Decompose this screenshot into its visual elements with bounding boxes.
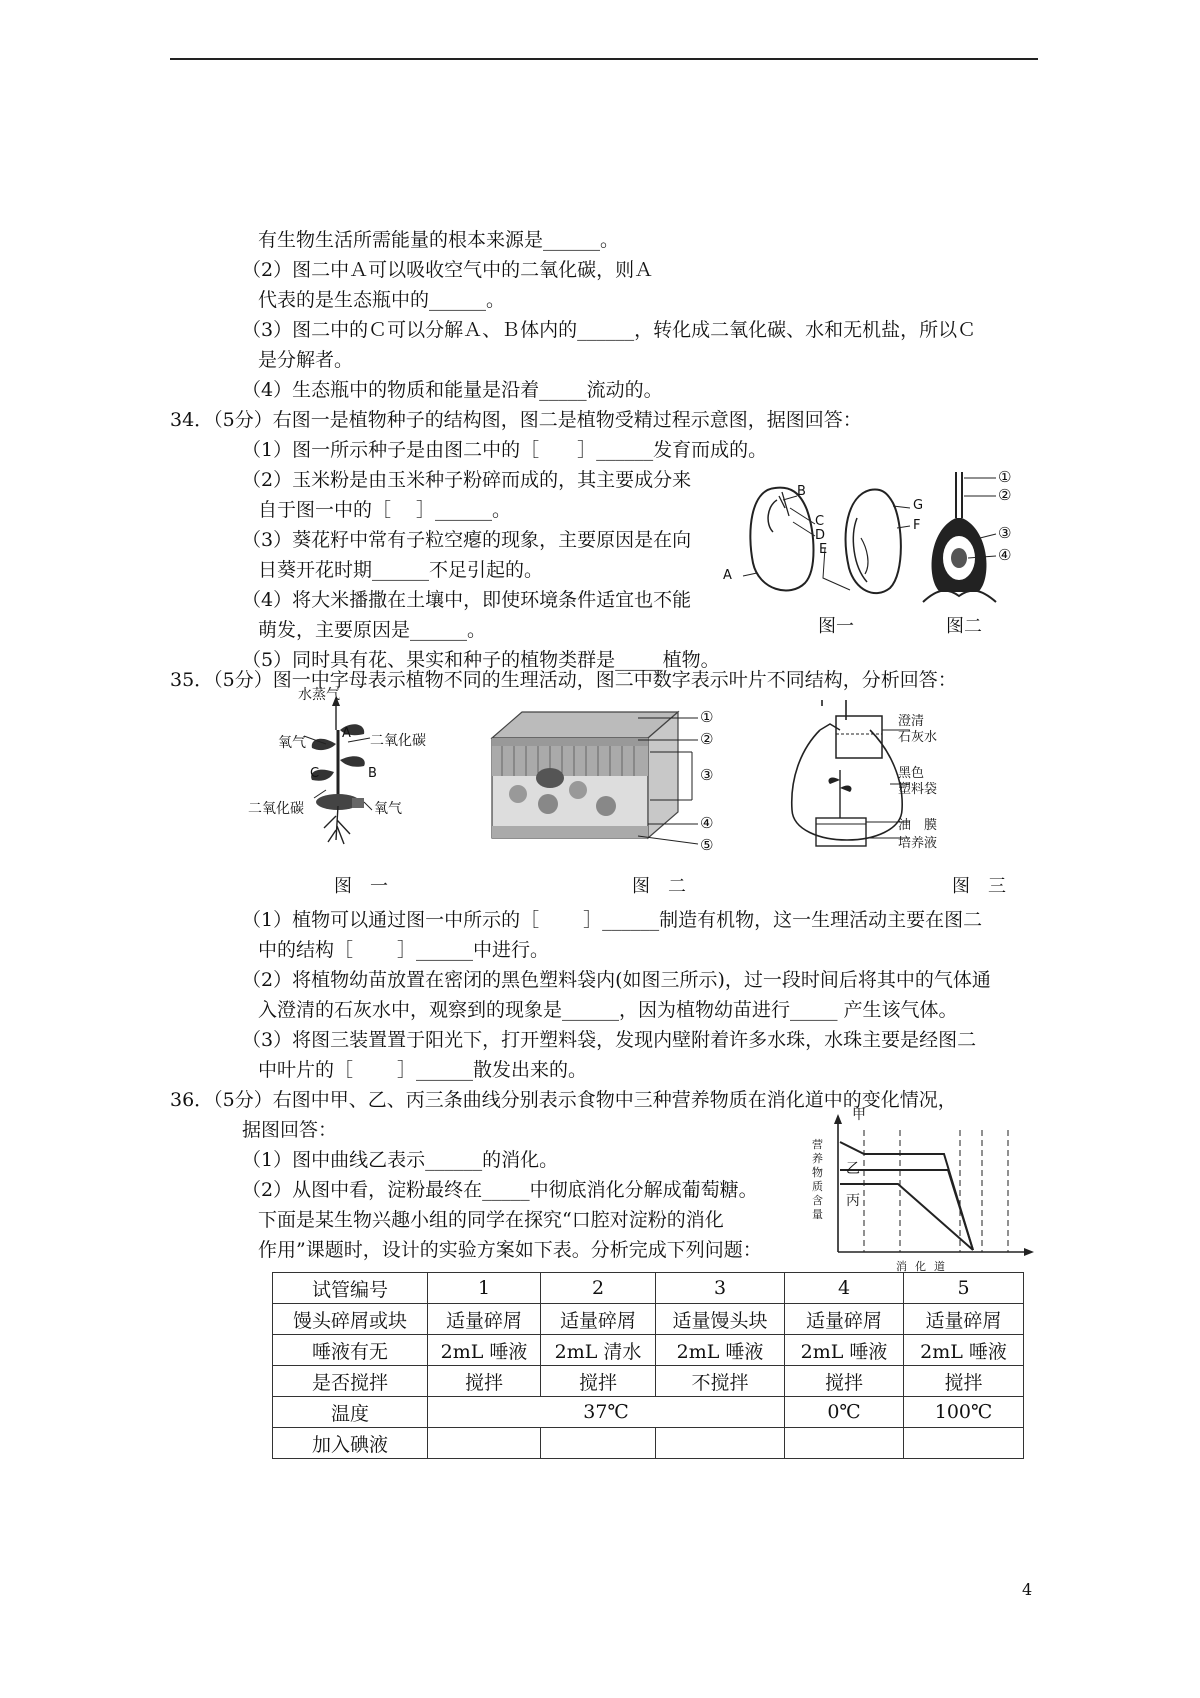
q36-sub-1: （1）图中曲线乙表示______的消化。 — [242, 1149, 559, 1171]
chart-series-bing: 丙 — [846, 1193, 860, 1209]
table-cell: 100℃ — [904, 1397, 1024, 1428]
q34-sub-4b: 萌发，主要原因是______。 — [258, 619, 487, 641]
seed-label-b: B — [797, 484, 806, 499]
q34-sub-3a: （3）葵花籽中常有子粒空瘪的现象，主要原因是在向 — [242, 529, 692, 551]
table-cell: 搅拌 — [541, 1366, 656, 1397]
leaf-label-5: ⑤ — [700, 836, 714, 854]
q35-sub-2a: （2）将植物幼苗放置在密闭的黑色塑料袋内(如图三所示)，过一段时间后将其中的气体通 — [242, 969, 991, 991]
table-cell: 搅拌 — [904, 1366, 1024, 1397]
q34-sub-2a: （2）玉米粉是由玉米种子粉碎而成的，其主要成分来 — [242, 469, 692, 491]
table-cell: 不搅拌 — [656, 1366, 785, 1397]
apparatus-label-bag: 塑料袋 — [898, 782, 938, 797]
plant-activity-figure — [240, 687, 460, 850]
plant-label-c: C — [310, 766, 320, 781]
table-row — [273, 1366, 1024, 1397]
table-cell: 适量碎屑 — [785, 1304, 904, 1335]
apparatus-label-clear: 澄清 — [898, 714, 925, 729]
q33-line-6: （4）生态瓶中的物质和能量是沿着_____流动的。 — [242, 379, 663, 401]
table-row — [273, 1397, 1024, 1428]
apparatus-label-oil: 油 膜 — [898, 818, 938, 833]
chart-xlabel: 消化道 — [896, 1260, 953, 1273]
table-cell — [656, 1428, 785, 1459]
seed-label-f: F — [913, 518, 921, 533]
leaf-label-4: ④ — [700, 814, 714, 832]
ovary-label-2: ② — [998, 486, 1012, 504]
q36-sub-3: 下面是某生物兴趣小组的同学在探究“口腔对淀粉的消化 — [258, 1209, 724, 1231]
table-cell: 2mL 唾液 — [785, 1335, 904, 1366]
q36-sub-4: 作用”课题时，设计的实验方案如下表。分析完成下列问题： — [258, 1239, 762, 1261]
q34-caption-1: 图一 — [818, 616, 854, 637]
q34-sub-2b: 自于图一中的［ ］______。 — [258, 499, 512, 521]
q34-sub-3b: 日葵开花时期______不足引起的。 — [258, 559, 544, 581]
table-cell: 唾液有无 — [273, 1335, 428, 1366]
page-number: 4 — [1022, 1580, 1033, 1599]
ovary-label-1: ① — [998, 468, 1012, 486]
table-cell: 温度 — [273, 1397, 428, 1428]
ovary-label-3: ③ — [998, 524, 1012, 542]
seed-label-g: G — [913, 498, 924, 513]
chart-series-yi: 乙 — [846, 1161, 860, 1177]
q35-caption-3: 图 三 — [952, 876, 1006, 897]
digestion-chart — [808, 1107, 1034, 1273]
table-cell — [785, 1428, 904, 1459]
table-cell: 2mL 唾液 — [656, 1335, 785, 1366]
apparatus-label-black: 黑色 — [898, 766, 925, 781]
q35-sub-1b: 中的结构［ ］______中进行。 — [258, 939, 550, 961]
table-cell: 馒头碎屑或块 — [273, 1304, 428, 1335]
ovary-label-4: ④ — [998, 546, 1012, 564]
fertilization-figure — [918, 468, 1012, 610]
q35-sub-3a: （3）将图三装置置于阳光下，打开塑料袋，发现内壁附着许多水珠，水珠主要是经图二 — [242, 1029, 977, 1051]
table-cell: 5 — [904, 1273, 1024, 1304]
table-cell — [428, 1428, 541, 1459]
leaf-label-1: ① — [700, 708, 714, 726]
q34-sub-4a: （4）将大米播撒在土壤中，即使环境条件适宜也不能 — [242, 589, 692, 611]
table-cell: 37℃ — [428, 1397, 785, 1428]
q35-sub-2b: 入澄清的石灰水中，观察到的现象是______，因为植物幼苗进行_____ 产生该气体。 — [258, 999, 958, 1021]
table-cell — [904, 1428, 1024, 1459]
q34-sub-5: （5）同时具有花、果实和种子的植物类群是_____植物。 — [242, 649, 720, 671]
plant-label-vapor: 水蒸气 — [298, 687, 340, 703]
seed-label-e: E — [819, 542, 828, 557]
q35-sub-3b: 中叶片的［ ］______散发出来的。 — [258, 1059, 588, 1081]
table-cell: 0℃ — [785, 1397, 904, 1428]
q34-heading: 34．（5分）右图一是植物种子的结构图，图二是植物受精过程示意图，据图回答： — [170, 409, 862, 431]
seed-label-d: D — [815, 528, 826, 543]
table-cell: 搅拌 — [428, 1366, 541, 1397]
seed-structure-figure — [723, 478, 935, 608]
table-cell: 是否搅拌 — [273, 1366, 428, 1397]
table-row — [273, 1335, 1024, 1366]
apparatus-label-culture: 培养液 — [898, 836, 938, 851]
table-cell: 适量碎屑 — [541, 1304, 656, 1335]
leaf-section-figure — [488, 708, 728, 854]
table-cell: 试管编号 — [273, 1273, 428, 1304]
table-cell: 4 — [785, 1273, 904, 1304]
seed-label-a: A — [723, 568, 732, 583]
seed-label-c: C — [815, 514, 825, 529]
q33-line-1: 有生物生活所需能量的根本来源是______。 — [258, 229, 620, 251]
chart-ylabel: 营养物质含量 — [812, 1138, 823, 1221]
table-cell: 搅拌 — [785, 1366, 904, 1397]
table-cell: 2mL 清水 — [541, 1335, 656, 1366]
header-rule — [170, 58, 1038, 60]
table-row — [273, 1428, 1024, 1459]
q35-caption-2: 图 二 — [632, 876, 686, 897]
q36-heading-2: 据图回答： — [242, 1119, 338, 1141]
chart-series-jia: 甲 — [852, 1107, 866, 1123]
table-cell: 1 — [428, 1273, 541, 1304]
q33-line-5: 是分解者。 — [258, 349, 354, 371]
table-cell: 适量碎屑 — [904, 1304, 1024, 1335]
leaf-label-2: ② — [700, 730, 714, 748]
q36-heading: 36．（5分）右图中甲、乙、丙三条曲线分别表示食物中三种营养物质在消化道中的变化情况， — [170, 1089, 957, 1111]
table-row — [273, 1304, 1024, 1335]
plant-label-o2-left: 氧气 — [278, 735, 306, 751]
table-cell: 适量馒头块 — [656, 1304, 785, 1335]
table-cell: 2mL 唾液 — [428, 1335, 541, 1366]
table-cell: 适量碎屑 — [428, 1304, 541, 1335]
apparatus-figure — [780, 700, 970, 870]
plant-label-co2-right: 二氧化碳 — [370, 733, 426, 749]
q33-line-3: 代表的是生态瓶中的______。 — [258, 289, 506, 311]
table-cell: 加入碘液 — [273, 1428, 428, 1459]
q33-line-4: （3）图二中的Ｃ可以分解Ａ、Ｂ体内的______，转化成二氧化碳、水和无机盐，所以Ｃ — [242, 319, 977, 341]
table-cell: 2 — [541, 1273, 656, 1304]
table-row — [273, 1273, 1024, 1304]
q35-heading: 35．（5分）图一中字母表示植物不同的生理活动，图二中数字表示叶片不同结构，分析回答： — [170, 669, 957, 691]
plant-label-co2-left: 二氧化碳 — [248, 801, 304, 817]
q35-caption-1: 图 一 — [334, 876, 388, 897]
q33-line-2: （2）图二中Ａ可以吸收空气中的二氧化碳，则Ａ — [242, 259, 654, 281]
q34-sub-1: （1）图一所示种子是由图二中的［ ］______发育而成的。 — [242, 439, 768, 461]
table-cell: 2mL 唾液 — [904, 1335, 1024, 1366]
apparatus-label-limewater: 石灰水 — [898, 730, 938, 745]
plant-label-b: B — [368, 766, 377, 781]
plant-label-a: A — [342, 726, 351, 741]
q34-caption-2: 图二 — [946, 616, 982, 637]
table-cell — [541, 1428, 656, 1459]
table-cell: 3 — [656, 1273, 785, 1304]
plant-label-o2-right: 氧气 — [374, 801, 402, 817]
leaf-label-3: ③ — [700, 766, 714, 784]
q36-sub-2: （2）从图中看，淀粉最终在_____中彻底消化分解成葡萄糖。 — [242, 1179, 758, 1201]
experiment-table — [272, 1272, 1024, 1459]
q35-sub-1a: （1）植物可以通过图一中所示的［ ］______制造有机物，这一生理活动主要在图二 — [242, 909, 983, 931]
